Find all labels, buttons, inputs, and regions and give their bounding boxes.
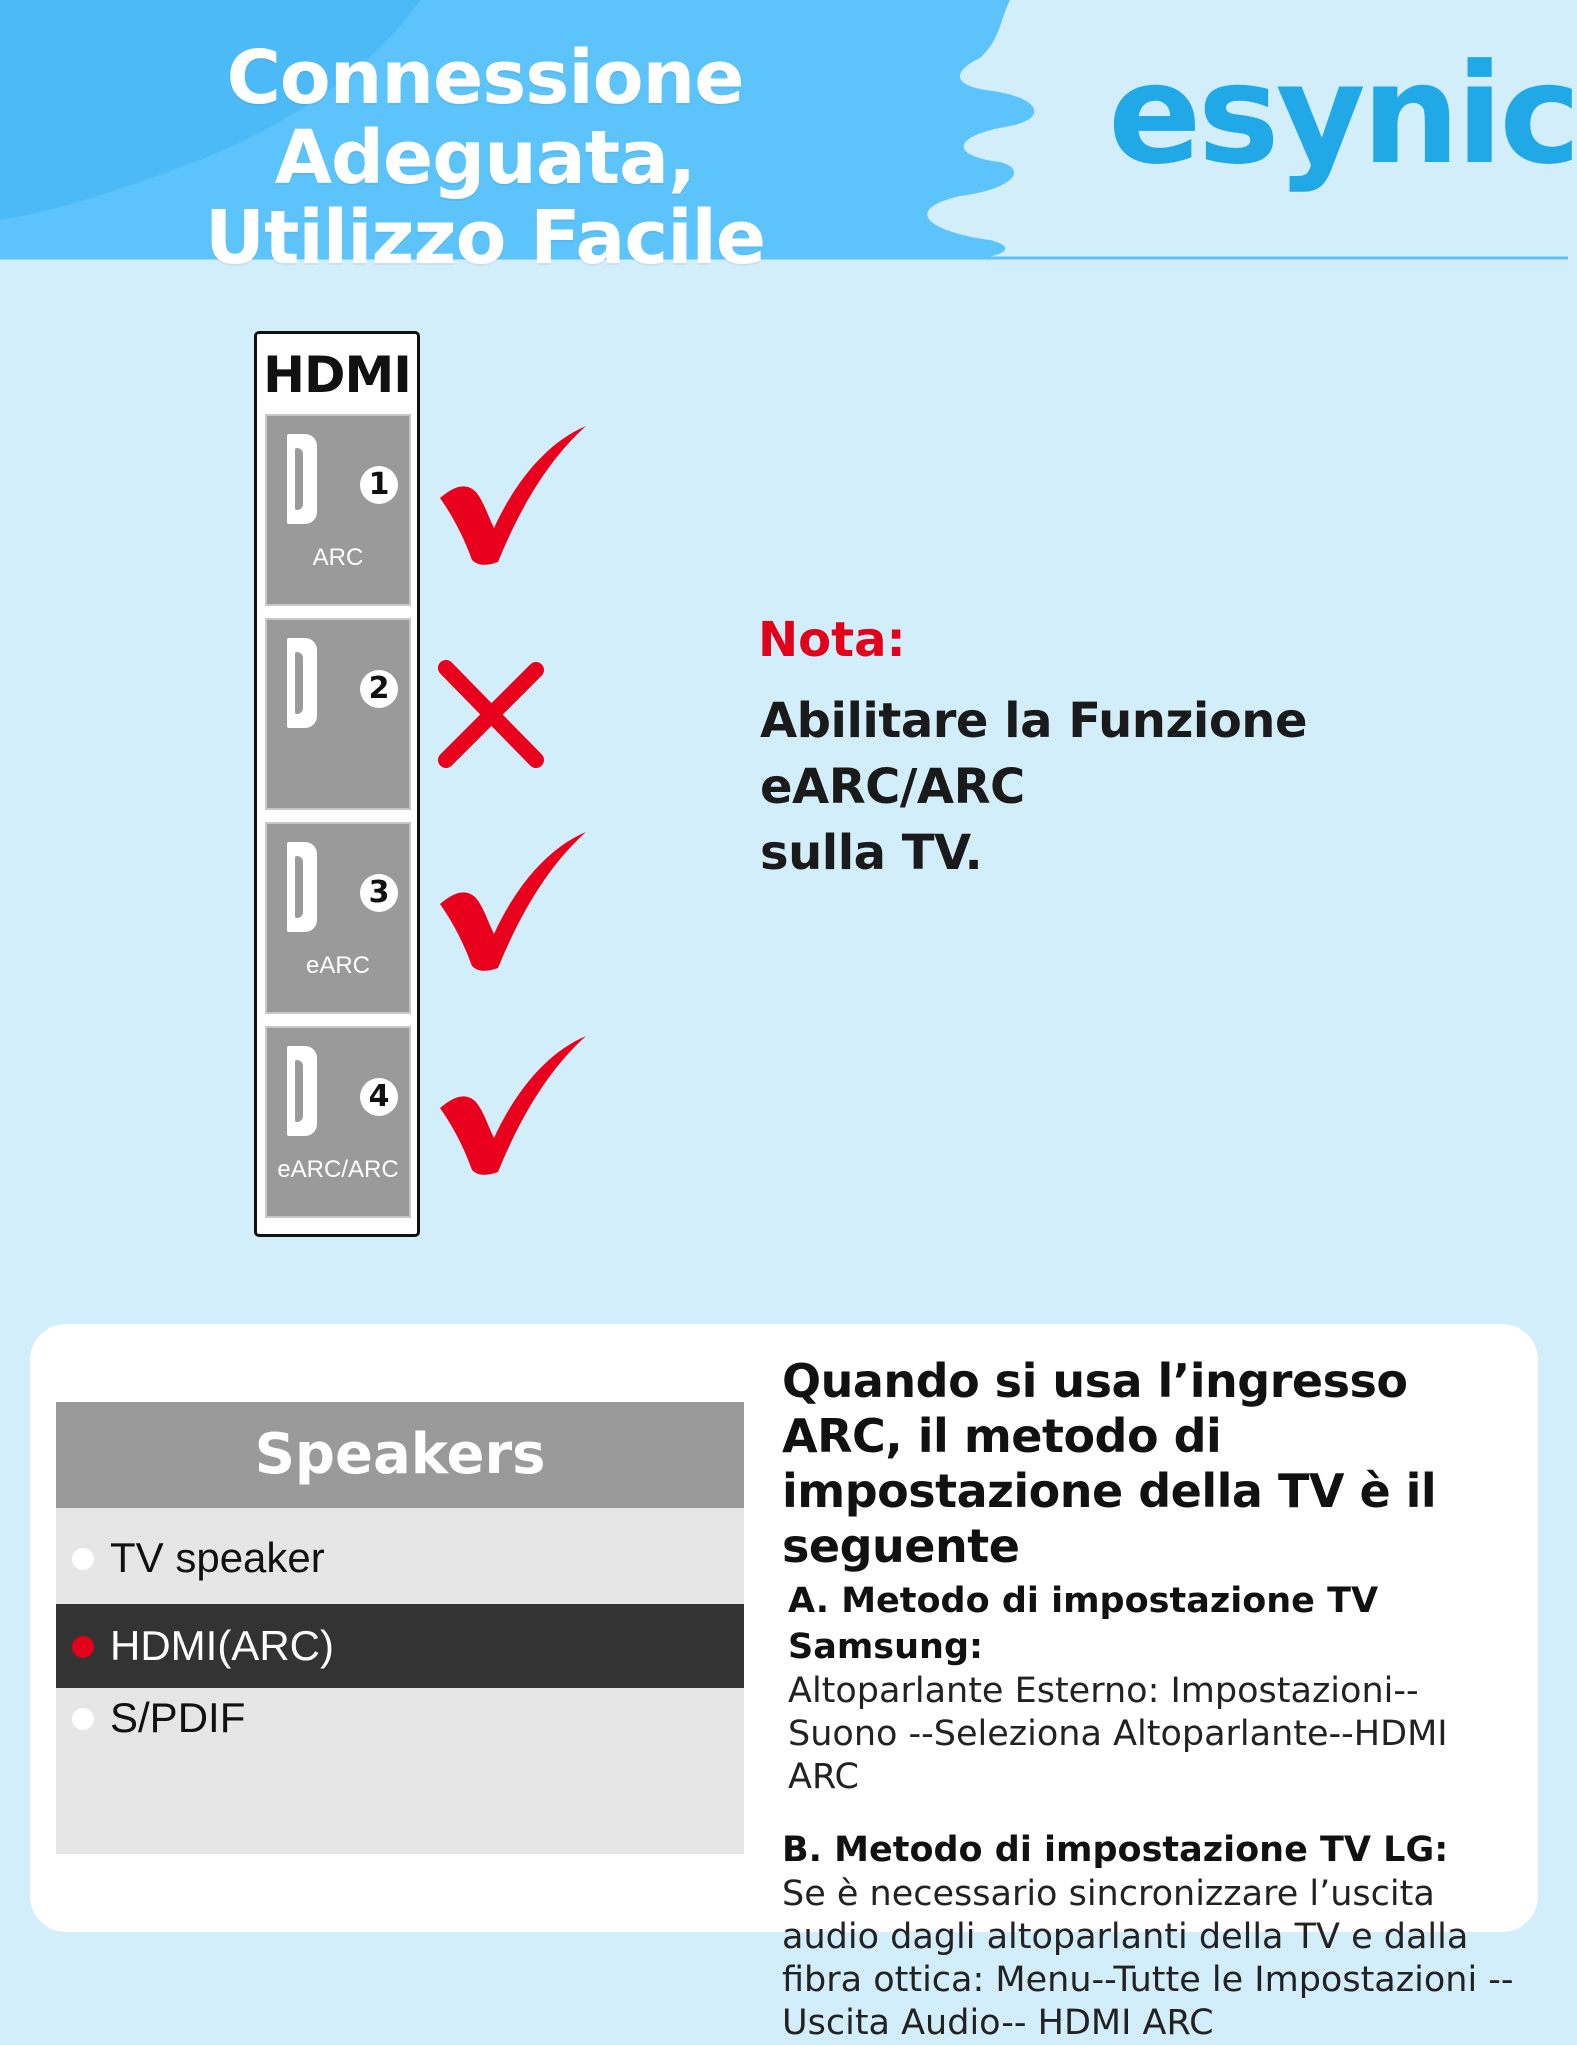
header-title-line1: Connessione Adeguata, [226,35,744,201]
port-number: 1 [360,466,398,504]
hdmi-port-3 [265,822,411,1014]
hdmi-connector-icon [287,638,317,728]
header-banner [0,0,1577,281]
menu-item-label: HDMI(ARC) [110,1622,334,1669]
instructions-card [30,1324,1538,2043]
hdmi-port-4 [265,1026,411,1218]
brand-logo: esynic [1108,34,1577,195]
port-number: 2 [360,670,398,708]
hdmi-connector-icon [287,434,317,524]
menu-item-label: TV speaker [110,1534,325,1581]
hdmi-connector-icon [287,1046,317,1136]
lg-method-title: B. Metodo di impostazione TV LG: [782,1830,1449,1870]
speakers-menu-header: Speakers [56,1402,744,1508]
speakers-menu [56,1402,744,1854]
menu-item-tv-speaker [56,1516,744,1600]
check-icon [436,420,596,570]
radio-dot-icon [72,1548,94,1570]
port-number: 4 [360,1078,398,1116]
hdmi-port-1 [265,414,411,606]
note-line1: Abilitare la Funzione eARC/ARC [760,693,1308,815]
port-label: ARC [312,544,364,571]
instructions-text [782,1354,1522,2045]
header-title [30,35,940,281]
check-icon [436,1030,596,1180]
hdmi-connector-icon [287,842,317,932]
port-label: eARC/ARC [277,1156,399,1183]
hdmi-label: HDMI [263,346,411,404]
note-text [760,688,1540,886]
samsung-method-text: Altoparlante Esterno: Impostazioni--Suono --Seleziona Altoparlante--HDMI ARC [788,1671,1448,1797]
note-title: Nota: [758,612,906,668]
lg-method-text: Se è necessario sincronizzare l’uscita audio dagli altoparlanti della TV e dalla fibra ottica: Menu--Tutte le Impostazioni --Uscita Audio-- HDMI ARC [782,1874,1514,2043]
note-line2: sulla TV. [760,825,983,881]
check-icon [436,826,596,976]
radio-dot-icon [72,1636,94,1658]
menu-item-spdif [56,1676,744,1760]
menu-item-label: S/PDIF [110,1694,246,1741]
instructions-title: Quando si usa l’ingresso ARC, il metodo di impostazione della TV è il seguente [782,1354,1437,1573]
port-label: eARC [305,952,371,979]
hdmi-port-panel [254,331,420,1237]
hdmi-port-2 [265,618,411,810]
samsung-method-title: A. Metodo di impostazione TV Samsung: [788,1581,1379,1667]
port-number: 3 [360,874,398,912]
cross-icon [436,660,546,770]
radio-dot-icon [72,1708,94,1730]
header-title-line2: Utilizzo Facile [204,195,766,281]
